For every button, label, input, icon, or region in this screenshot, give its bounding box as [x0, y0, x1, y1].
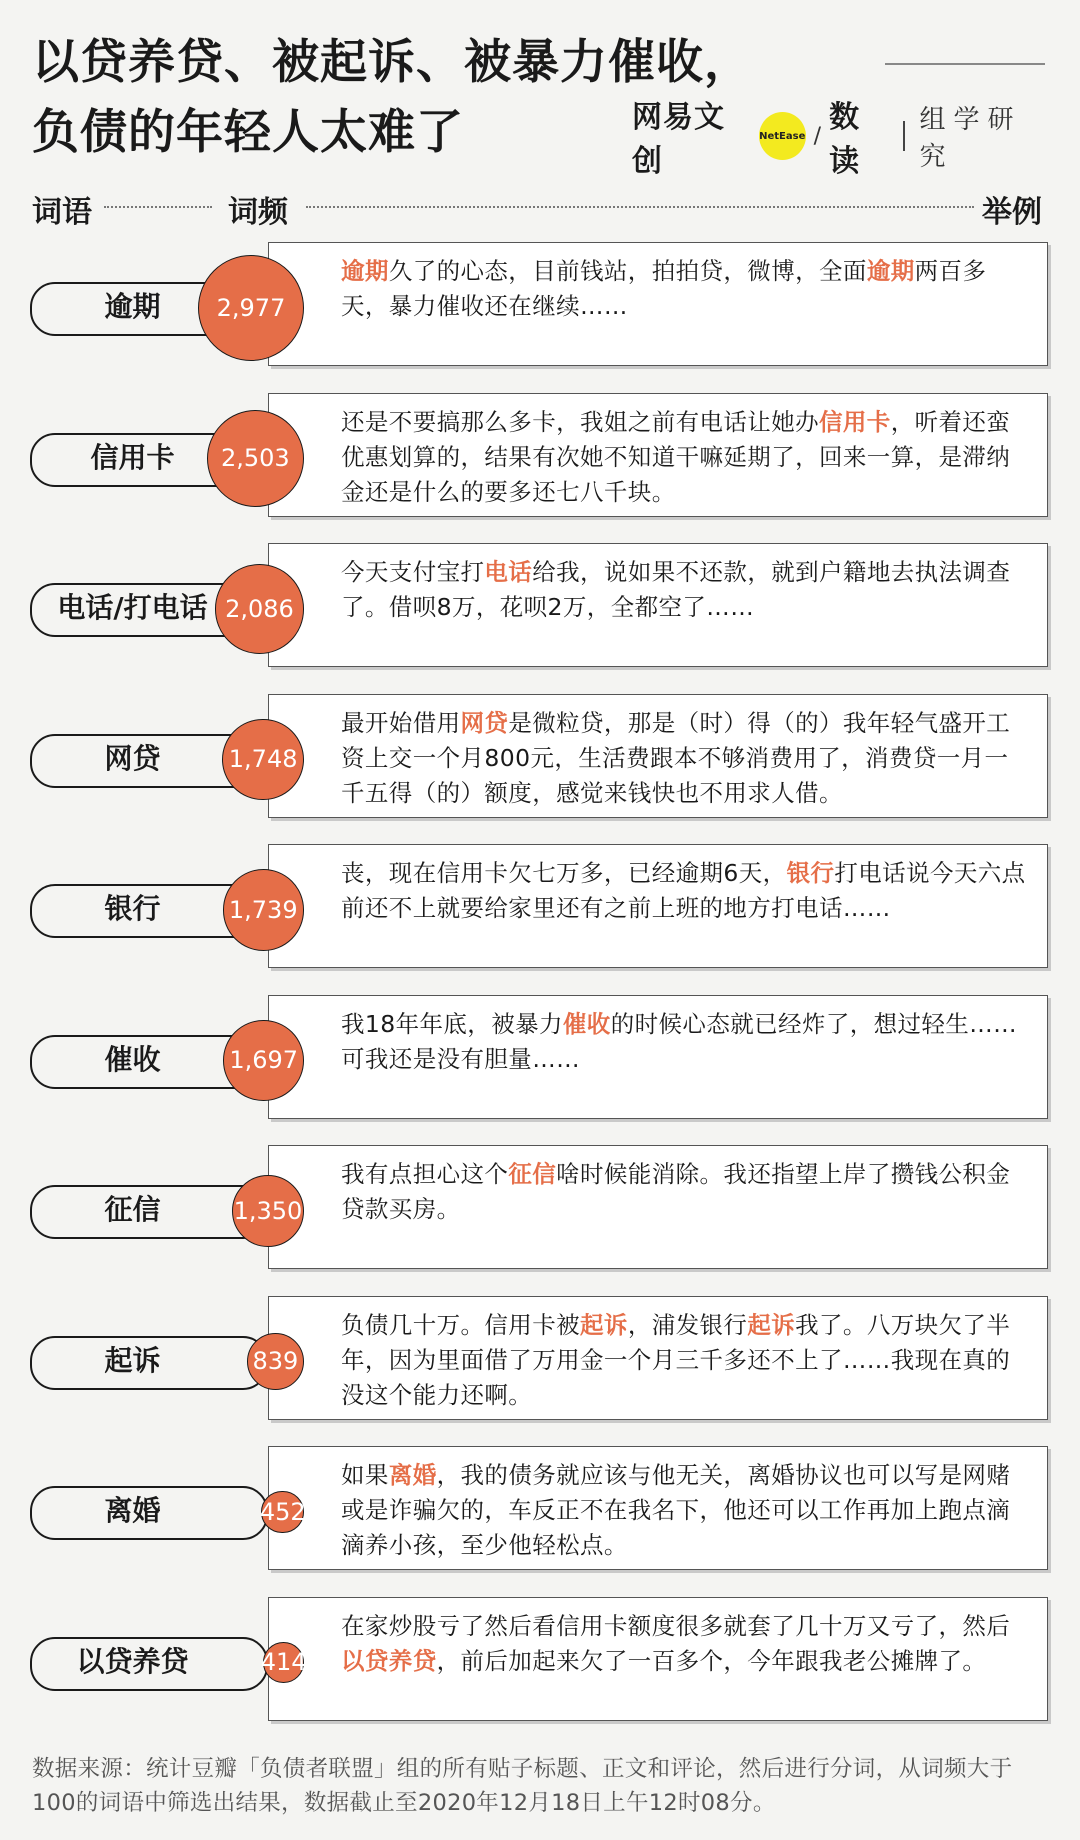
example-segment: ，听着还蛮优惠划算的，结果有次她不知道干嘛延期了，回来一算，是滞纳金还是什么的要多还七八千块。	[341, 407, 1011, 506]
keyword-highlight: 征信	[508, 1160, 557, 1188]
word-label: 网贷	[104, 741, 161, 775]
list-item	[0, 242, 1080, 368]
word-label: 催收	[104, 1042, 161, 1076]
example-segment: 我有点担心这个	[341, 1160, 509, 1188]
example-segment: 的时候心态就已经炸了，想过轻生……可我还是没有胆量……	[341, 1009, 1018, 1073]
brand-logos	[632, 100, 1052, 179]
keyword-highlight: 催收	[562, 1009, 611, 1038]
word-label: 起诉	[104, 1343, 161, 1377]
keyword-highlight: 银行	[786, 859, 835, 887]
example-text	[341, 706, 1031, 811]
example-segment: ，前后加起来欠了一百多个，今年跟我老公摊牌了。	[436, 1646, 987, 1675]
list-item	[0, 995, 1080, 1121]
brand-slash: /	[813, 123, 822, 149]
example-segment: 给我，说如果不还款，就到户籍地去执法调查了。借呗8万，花呗2万，全都空了……	[341, 558, 1011, 621]
shudu-logo: 数读	[829, 100, 861, 179]
example-segment: 最开始借用	[341, 708, 461, 737]
keyword-highlight: 电话	[484, 558, 533, 586]
word-label: 逾期	[104, 290, 161, 323]
list-item	[0, 393, 1080, 519]
example-text	[341, 1007, 1031, 1077]
frequency-bubble: 1,350	[232, 1175, 304, 1247]
example-text	[341, 1308, 1031, 1413]
list-item	[0, 1446, 1080, 1572]
frequency-bubble: 2,086	[215, 564, 304, 653]
netease-logo: 网易文创	[632, 100, 725, 179]
example-segment: 还是不要搞那么多卡，我姐之前有电话让她办	[341, 407, 819, 436]
example-segment: 如果	[341, 1461, 389, 1489]
list-item	[0, 844, 1080, 970]
header-freq: 词频	[228, 195, 288, 230]
frequency-bubble: 1,748	[222, 719, 304, 801]
list-item	[0, 543, 1080, 669]
example-segment: 久了的心态，目前钱站，拍拍贷，微博，全面	[388, 257, 867, 285]
word-label: 离婚	[104, 1494, 161, 1527]
example-text	[341, 1609, 1031, 1679]
header-dotted-line-1	[104, 206, 212, 208]
example-text	[341, 254, 1031, 324]
example-text	[341, 856, 1031, 926]
example-segment: 今天支付宝打	[341, 558, 485, 586]
keyword-highlight: 离婚	[388, 1461, 437, 1489]
example-segment: 两百多天，暴力催收还在继续……	[341, 257, 987, 320]
list-item	[0, 1145, 1080, 1271]
keyword-highlight: 信用卡	[819, 407, 891, 436]
example-segment: 是微粒贷，那是（时）得（的）我年轻气盛开工资上交一个月800元，生活费跟本不够消费用了，消费贷一月一千五得（的）额度，感觉来钱快也不用求人借。	[341, 708, 1011, 807]
frequency-bubble: 1,697	[223, 1020, 304, 1101]
example-segment: 啥时候能消除。我还指望上岸了攒钱公积金贷款买房。	[341, 1160, 1011, 1223]
word-label: 电话/打电话	[57, 591, 208, 624]
header-dotted-line-2	[306, 206, 974, 208]
example-segment: 我了。八万块欠了半年，因为里面借了万用金一个月三千多还不上了……我现在真的没这个能力还啊。	[341, 1310, 1011, 1409]
example-segment: 丧，现在信用卡欠七万多，已经逾期6天，	[341, 859, 787, 887]
keyword-highlight: 网贷	[460, 708, 509, 737]
example-text	[341, 1458, 1031, 1563]
example-segment: ，我的债务就应该与他无关，离婚协议也可以写是网赌或是诈骗欠的，车反正不在我名下，他还可以工作再加上跑点滴滴养小孩，至少他轻松点。	[341, 1461, 1011, 1559]
frequency-bubble: 452	[261, 1491, 304, 1534]
netease-badge: NetEase	[759, 112, 806, 160]
frequency-bubble: 2,977	[198, 255, 304, 361]
keyword-highlight: 起诉	[747, 1310, 796, 1339]
example-segment: 在家炒股亏了然后看信用卡额度很多就套了几十万又亏了，然后	[341, 1611, 1011, 1640]
example-text	[341, 555, 1031, 625]
example-text	[341, 1157, 1031, 1227]
title-rule	[885, 63, 1045, 65]
keyword-highlight: 逾期	[341, 257, 389, 285]
frequency-bubble: 2,503	[207, 410, 304, 507]
list-item	[0, 1597, 1080, 1723]
keyword-highlight: 以贷养贷	[341, 1646, 437, 1675]
example-segment: 我18年年底，被暴力	[341, 1009, 563, 1038]
example-segment: ，浦发银行	[627, 1310, 748, 1339]
title-line-2: 负债的年轻人太难了	[32, 105, 464, 160]
example-segment: 打电话说今天六点前还不上就要给家里还有之前上班的地方打电话……	[341, 859, 1026, 922]
word-label: 银行	[104, 892, 161, 925]
frequency-bubble: 1,739	[223, 869, 304, 950]
frequency-bubble: 414	[263, 1642, 304, 1683]
data-source-note: 数据来源：统计豆瓣「负债者联盟」组的所有贴子标题、正文和评论，然后进行分词，从词频大于100的词语中筛选出结果，数据截止至2020年12月18日上午12时08分。	[32, 1756, 1013, 1816]
keyword-highlight: 起诉	[580, 1310, 628, 1339]
example-segment: 负债几十万。信用卡被	[341, 1310, 580, 1339]
frequency-bubble: 839	[247, 1333, 304, 1390]
word-label: 以贷养贷	[76, 1644, 189, 1678]
study-group-logo: 组学研究	[919, 105, 1022, 172]
list-item	[0, 1296, 1080, 1422]
list-item	[0, 694, 1080, 820]
header-example: 举例	[982, 195, 1042, 230]
brand-divider	[903, 121, 905, 151]
word-label: 征信	[104, 1193, 161, 1226]
header-word: 词语	[32, 195, 92, 230]
example-text	[341, 405, 1031, 510]
word-label: 信用卡	[90, 440, 175, 474]
title-line-1: 以贷养贷、被起诉、被暴力催收，	[32, 35, 752, 90]
keyword-highlight: 逾期	[866, 257, 915, 285]
